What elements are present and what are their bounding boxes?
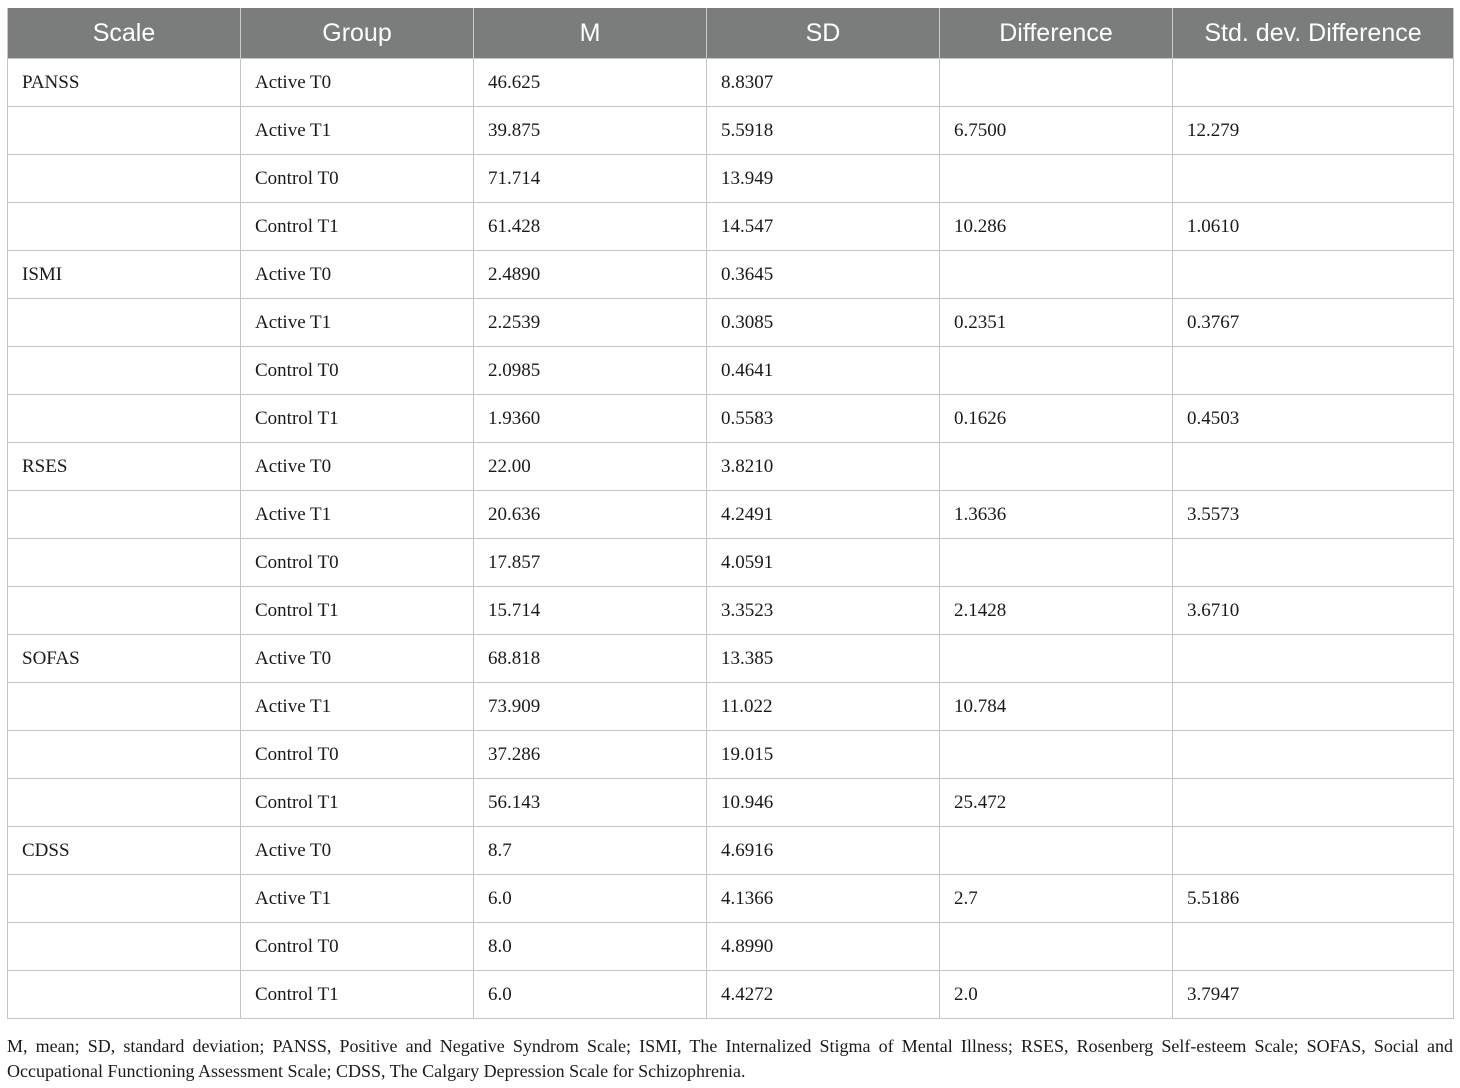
sd-cell: 4.1366 <box>707 875 940 923</box>
table-header <box>8 8 1454 59</box>
scale-cell <box>8 875 241 923</box>
group-cell: Control T0 <box>241 347 474 395</box>
results-table-container <box>7 8 1453 1019</box>
std-dev-difference-cell: 3.7947 <box>1173 971 1454 1019</box>
difference-cell: 10.286 <box>940 203 1173 251</box>
mean-cell: 61.428 <box>474 203 707 251</box>
std-dev-difference-cell: 3.6710 <box>1173 587 1454 635</box>
header-sd: SD <box>707 8 940 59</box>
table-row <box>8 395 1454 443</box>
table-row <box>8 827 1454 875</box>
group-cell: Active T1 <box>241 107 474 155</box>
scale-cell: SOFAS <box>8 635 241 683</box>
std-dev-difference-cell: 5.5186 <box>1173 875 1454 923</box>
group-cell: Control T1 <box>241 971 474 1019</box>
scale-cell <box>8 683 241 731</box>
sd-cell: 14.547 <box>707 203 940 251</box>
std-dev-difference-cell <box>1173 539 1454 587</box>
sd-cell: 3.3523 <box>707 587 940 635</box>
mean-cell: 68.818 <box>474 635 707 683</box>
difference-cell <box>940 59 1173 107</box>
table-row <box>8 779 1454 827</box>
std-dev-difference-cell <box>1173 347 1454 395</box>
mean-cell: 22.00 <box>474 443 707 491</box>
table-row <box>8 731 1454 779</box>
sd-cell: 4.8990 <box>707 923 940 971</box>
sd-cell: 0.5583 <box>707 395 940 443</box>
header-scale: Scale <box>8 8 241 59</box>
mean-cell: 46.625 <box>474 59 707 107</box>
sd-cell: 0.3085 <box>707 299 940 347</box>
table-body <box>8 59 1454 1019</box>
sd-cell: 3.8210 <box>707 443 940 491</box>
header-row <box>8 8 1454 59</box>
sd-cell: 13.385 <box>707 635 940 683</box>
header-group: Group <box>241 8 474 59</box>
difference-cell: 0.1626 <box>940 395 1173 443</box>
sd-cell: 5.5918 <box>707 107 940 155</box>
scale-cell <box>8 779 241 827</box>
mean-cell: 1.9360 <box>474 395 707 443</box>
mean-cell: 6.0 <box>474 971 707 1019</box>
sd-cell: 4.4272 <box>707 971 940 1019</box>
group-cell: Active T1 <box>241 491 474 539</box>
difference-cell: 1.3636 <box>940 491 1173 539</box>
group-cell: Active T0 <box>241 827 474 875</box>
mean-cell: 20.636 <box>474 491 707 539</box>
std-dev-difference-cell: 3.5573 <box>1173 491 1454 539</box>
group-cell: Control T0 <box>241 539 474 587</box>
table-footnote: M, mean; SD, standard deviation; PANSS, Positive and Negative Syndrom Scale; ISMI, The Internalized Stigma of Mental Illness; RSES, Rosenberg Self-esteem Scale; SOFAS, Social and Occupational Functioning Assessment Scale; CDSS, The Calgary Depression Scale for Schizophrenia. <box>7 1036 1453 1081</box>
table-row <box>8 635 1454 683</box>
difference-cell: 25.472 <box>940 779 1173 827</box>
table-row <box>8 587 1454 635</box>
mean-cell: 73.909 <box>474 683 707 731</box>
mean-cell: 6.0 <box>474 875 707 923</box>
sd-cell: 19.015 <box>707 731 940 779</box>
difference-cell: 2.7 <box>940 875 1173 923</box>
std-dev-difference-cell <box>1173 59 1454 107</box>
difference-cell <box>940 347 1173 395</box>
scale-cell <box>8 155 241 203</box>
mean-cell: 15.714 <box>474 587 707 635</box>
mean-cell: 8.7 <box>474 827 707 875</box>
results-table <box>7 8 1454 1019</box>
mean-cell: 8.0 <box>474 923 707 971</box>
table-row <box>8 251 1454 299</box>
difference-cell <box>940 539 1173 587</box>
scale-cell <box>8 299 241 347</box>
group-cell: Control T0 <box>241 923 474 971</box>
difference-cell <box>940 155 1173 203</box>
group-cell: Active T0 <box>241 251 474 299</box>
difference-cell <box>940 923 1173 971</box>
table-row <box>8 923 1454 971</box>
header-difference: Difference <box>940 8 1173 59</box>
mean-cell: 17.857 <box>474 539 707 587</box>
std-dev-difference-cell: 12.279 <box>1173 107 1454 155</box>
group-cell: Control T0 <box>241 731 474 779</box>
scale-cell: RSES <box>8 443 241 491</box>
scale-cell: CDSS <box>8 827 241 875</box>
group-cell: Control T1 <box>241 587 474 635</box>
scale-cell <box>8 347 241 395</box>
group-cell: Active T0 <box>241 635 474 683</box>
group-cell: Active T1 <box>241 683 474 731</box>
difference-cell: 10.784 <box>940 683 1173 731</box>
mean-cell: 2.4890 <box>474 251 707 299</box>
header-std-dev-difference: Std. dev. Difference <box>1173 8 1454 59</box>
sd-cell: 0.4641 <box>707 347 940 395</box>
table-row <box>8 59 1454 107</box>
table-row <box>8 347 1454 395</box>
difference-cell: 2.0 <box>940 971 1173 1019</box>
header-mean: M <box>474 8 707 59</box>
mean-cell: 2.2539 <box>474 299 707 347</box>
std-dev-difference-cell <box>1173 779 1454 827</box>
table-row <box>8 107 1454 155</box>
std-dev-difference-cell <box>1173 731 1454 779</box>
sd-cell: 0.3645 <box>707 251 940 299</box>
sd-cell: 10.946 <box>707 779 940 827</box>
group-cell: Active T0 <box>241 59 474 107</box>
group-cell: Control T1 <box>241 779 474 827</box>
difference-cell <box>940 635 1173 683</box>
scale-cell: ISMI <box>8 251 241 299</box>
difference-cell <box>940 251 1173 299</box>
difference-cell: 0.2351 <box>940 299 1173 347</box>
scale-cell <box>8 731 241 779</box>
scale-cell <box>8 395 241 443</box>
difference-cell <box>940 827 1173 875</box>
difference-cell: 2.1428 <box>940 587 1173 635</box>
table-row <box>8 299 1454 347</box>
difference-cell <box>940 443 1173 491</box>
difference-cell: 6.7500 <box>940 107 1173 155</box>
group-cell: Active T1 <box>241 299 474 347</box>
sd-cell: 4.2491 <box>707 491 940 539</box>
table-row <box>8 539 1454 587</box>
std-dev-difference-cell: 0.3767 <box>1173 299 1454 347</box>
table-row <box>8 155 1454 203</box>
sd-cell: 8.8307 <box>707 59 940 107</box>
mean-cell: 71.714 <box>474 155 707 203</box>
table-row <box>8 971 1454 1019</box>
sd-cell: 4.0591 <box>707 539 940 587</box>
group-cell: Control T0 <box>241 155 474 203</box>
group-cell: Active T1 <box>241 875 474 923</box>
std-dev-difference-cell: 1.0610 <box>1173 203 1454 251</box>
table-row <box>8 443 1454 491</box>
difference-cell <box>940 731 1173 779</box>
table-row <box>8 683 1454 731</box>
sd-cell: 11.022 <box>707 683 940 731</box>
group-cell: Control T1 <box>241 395 474 443</box>
table-row <box>8 875 1454 923</box>
scale-cell: PANSS <box>8 59 241 107</box>
std-dev-difference-cell <box>1173 251 1454 299</box>
scale-cell <box>8 971 241 1019</box>
std-dev-difference-cell <box>1173 635 1454 683</box>
sd-cell: 4.6916 <box>707 827 940 875</box>
mean-cell: 39.875 <box>474 107 707 155</box>
mean-cell: 37.286 <box>474 731 707 779</box>
std-dev-difference-cell <box>1173 155 1454 203</box>
scale-cell <box>8 923 241 971</box>
table-row <box>8 203 1454 251</box>
std-dev-difference-cell <box>1173 443 1454 491</box>
scale-cell <box>8 491 241 539</box>
std-dev-difference-cell <box>1173 683 1454 731</box>
group-cell: Active T0 <box>241 443 474 491</box>
table-row <box>8 491 1454 539</box>
sd-cell: 13.949 <box>707 155 940 203</box>
std-dev-difference-cell <box>1173 923 1454 971</box>
scale-cell <box>8 203 241 251</box>
scale-cell <box>8 107 241 155</box>
std-dev-difference-cell <box>1173 827 1454 875</box>
group-cell: Control T1 <box>241 203 474 251</box>
scale-cell <box>8 587 241 635</box>
std-dev-difference-cell: 0.4503 <box>1173 395 1454 443</box>
mean-cell: 56.143 <box>474 779 707 827</box>
scale-cell <box>8 539 241 587</box>
mean-cell: 2.0985 <box>474 347 707 395</box>
